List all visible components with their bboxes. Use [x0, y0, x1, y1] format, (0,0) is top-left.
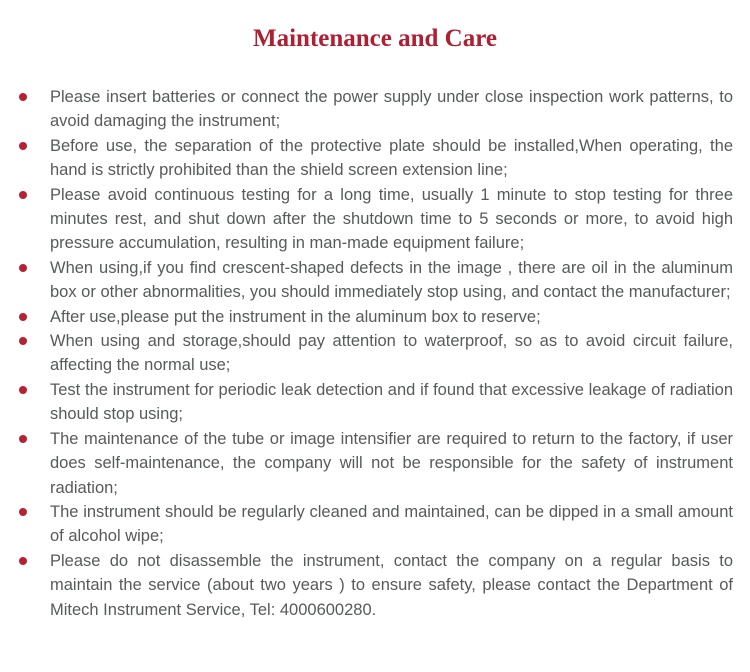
list-item — [0, 134, 750, 183]
list-item — [0, 500, 750, 549]
list-item-text: Please do not disassemble the instrument, contact the company on a regular basis to maintain the service (about two years ) to ensure safety, please contact the Department of Mitech Instrument Service, Tel: 4000600280. — [50, 551, 733, 619]
list-item-text: When using and storage,should pay attention to waterproof, so as to avoid circuit failure, affecting the normal use; — [50, 332, 733, 375]
list-item — [0, 256, 750, 305]
page-title: Maintenance and Care — [253, 25, 497, 52]
list-item — [0, 183, 750, 256]
bullet-icon — [19, 142, 27, 150]
list-item-text: Please insert batteries or connect the power supply under close inspection work patterns, to avoid damaging the instrument; — [50, 88, 733, 131]
bullet-icon — [19, 313, 27, 321]
list-item-text: The maintenance of the tube or image intensifier are required to return to the factory, if user does self-maintenance, the company will not be responsible for the safety of instrument radiation; — [50, 429, 733, 497]
bullet-icon — [19, 386, 27, 394]
list-item-text: Test the instrument for periodic leak detection and if found that excessive leakage of radiation should stop using; — [50, 380, 733, 424]
list-item — [0, 85, 750, 134]
list-item — [0, 329, 750, 378]
bullet-icon — [19, 337, 27, 345]
bullet-icon — [19, 191, 27, 199]
list-item — [0, 427, 750, 500]
list-item-text: Before use, the separation of the protective plate should be installed,When operating, the hand is strictly prohibited than the shield screen extension line; — [50, 136, 733, 180]
list-item-text: Please avoid continuous testing for a long time, usually 1 minute to stop testing for three minutes rest, and shut down after the shutdown time to 5 seconds or more, to avoid high pressure accumulation, resulting in man-made equipment failure; — [50, 185, 733, 253]
list-item — [0, 378, 750, 427]
bullet-icon — [19, 435, 27, 443]
bullet-icon — [19, 93, 27, 101]
list-item — [0, 305, 750, 329]
list-item-text: When using,if you find crescent-shaped defects in the image , there are oil in the aluminum box or other abnormalities, you should immediately stop using, and contact the manufacturer; — [50, 258, 733, 302]
bullet-icon — [19, 264, 27, 272]
list-item-text: The instrument should be regularly cleaned and maintained, can be dipped in a small amount of alcohol wipe; — [50, 502, 733, 546]
maintenance-list — [0, 85, 750, 622]
bullet-icon — [19, 508, 27, 516]
bullet-icon — [19, 557, 27, 565]
list-item — [0, 549, 750, 622]
list-item-text: After use,please put the instrument in the aluminum box to reserve; — [50, 307, 541, 326]
